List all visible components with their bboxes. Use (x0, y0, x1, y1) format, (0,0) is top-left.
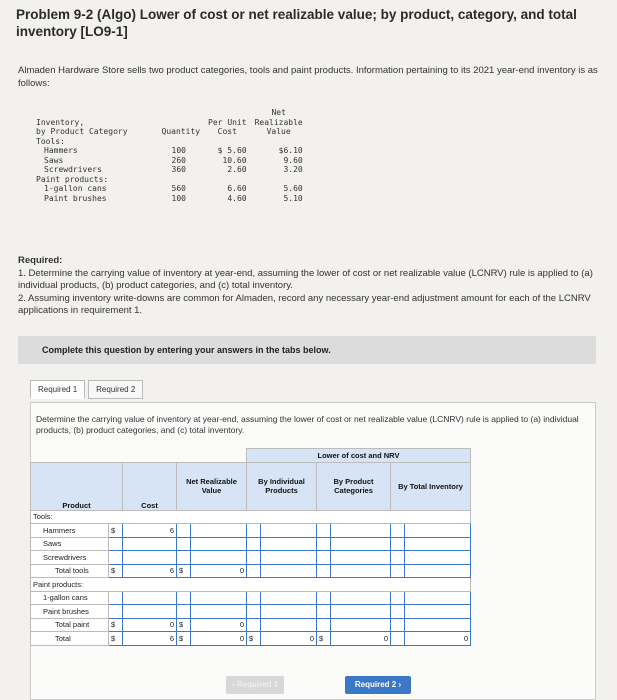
cost-input[interactable]: 6 (123, 524, 177, 538)
chevron-right-icon: › (396, 680, 402, 689)
cost-header: Cost (123, 462, 177, 510)
table-row (31, 524, 471, 538)
nrv-input[interactable] (191, 524, 247, 538)
cost-input[interactable] (123, 551, 177, 565)
row-label: Hammers (31, 524, 109, 538)
nrv-input[interactable]: 0 (191, 618, 247, 632)
dollar-sign (247, 591, 261, 605)
individual-header: By Individual Products (247, 462, 317, 510)
dollar-sign (317, 524, 331, 538)
nrv-input[interactable] (191, 551, 247, 565)
row-label: Paint brushes (31, 605, 109, 619)
inventory-row: 1-gallon cans 560 6.60 5.60 (44, 184, 303, 193)
table-row (31, 510, 471, 524)
dollar-sign (391, 591, 405, 605)
table-row (31, 551, 471, 565)
ind-input[interactable] (261, 591, 317, 605)
tot-input[interactable] (405, 605, 471, 619)
dollar-sign (247, 605, 261, 619)
nrv-header-2: Realizable (254, 117, 303, 127)
dollar-sign (391, 524, 405, 538)
dollar-sign (109, 551, 123, 565)
problem-title: Problem 9-2 (Algo) Lower of cost or net realizable value; by product, category, and total inventory [LO9-1] (16, 7, 577, 39)
dollar-sign (177, 591, 191, 605)
table-row (31, 564, 471, 578)
dollar-sign: $ (109, 632, 123, 646)
nrv-input[interactable]: 0 (191, 564, 247, 578)
unit-cost-header-2: Cost (217, 127, 237, 136)
cost-input[interactable] (123, 605, 177, 619)
tab-required-1[interactable]: Required 1 (30, 380, 85, 399)
dollar-sign (391, 618, 405, 632)
group-header: Lower of cost and NRV (247, 449, 471, 463)
prev-button[interactable]: ‹ Required 1 (226, 676, 284, 694)
nrv-input[interactable] (191, 591, 247, 605)
tot-input[interactable]: 0 (405, 632, 471, 646)
tab-required-2[interactable]: Required 2 (88, 380, 143, 399)
dollar-sign (391, 551, 405, 565)
ind-input[interactable] (261, 524, 317, 538)
dollar-sign (247, 564, 261, 578)
dollar-sign: $ (109, 524, 123, 538)
tools-label: Tools: (36, 136, 65, 146)
ind-input[interactable] (261, 537, 317, 551)
required-item-2: 2. Assuming inventory write-downs are common for Almaden, record any necessary year-end adjustment amount for each of the LCNRV applications in requirement 1. (18, 292, 591, 316)
inventory-row: Paint brushes 100 4.60 5.10 (44, 193, 303, 203)
ind-input[interactable] (261, 564, 317, 578)
dollar-sign (391, 537, 405, 551)
dollar-sign (177, 537, 191, 551)
dollar-sign (247, 551, 261, 565)
section-label: Paint products: (31, 578, 471, 592)
problem-intro: Almaden Hardware Store sells two product categories, tools and paint products. Information pertaining to its 2021 year-end inventory is as follows: (18, 65, 598, 89)
table-row (31, 618, 471, 632)
table-row (31, 578, 471, 592)
ind-input[interactable] (261, 605, 317, 619)
required-section (18, 255, 598, 318)
cat-input[interactable] (331, 618, 391, 632)
nrv-header-3: Value (266, 127, 291, 136)
row-label: Total tools (31, 564, 109, 578)
inventory-row: Hammers 100 $ 5.60 $6.10 (44, 146, 303, 155)
cat-input[interactable] (331, 524, 391, 538)
requirement-tabs (30, 380, 146, 399)
dollar-sign: $ (177, 564, 191, 578)
cat-input[interactable] (331, 537, 391, 551)
dollar-sign: $ (247, 632, 261, 646)
required-item-1: 1. Determine the carrying value of inventory at year-end, assuming the lower of cost or net realizable value (LCNRV) rule is applied to (a) individual products, (b) product categories, and (c) total inventory. (18, 267, 593, 291)
inventory-row: Saws 260 10.60 9.60 (44, 155, 303, 165)
cost-input[interactable] (123, 537, 177, 551)
cat-input[interactable] (331, 551, 391, 565)
table-row (31, 537, 471, 551)
dollar-sign: $ (109, 618, 123, 632)
inventory-row: Screwdrivers 360 2.60 3.20 (44, 165, 303, 174)
tot-input[interactable] (405, 591, 471, 605)
dollar-sign (177, 524, 191, 538)
dollar-sign (247, 618, 261, 632)
dollar-sign (317, 605, 331, 619)
ind-input[interactable]: 0 (261, 632, 317, 646)
nrv-header: Net Realizable Value (177, 462, 247, 510)
cost-input[interactable]: 0 (123, 618, 177, 632)
tot-input[interactable] (405, 537, 471, 551)
nrv-input[interactable] (191, 605, 247, 619)
cat-input[interactable] (331, 605, 391, 619)
quantity-header: Quantity (161, 127, 201, 136)
table-row (31, 605, 471, 619)
product-header: Product (31, 462, 123, 510)
table-row (31, 591, 471, 605)
dollar-sign: $ (177, 632, 191, 646)
nrv-header-1: Net (271, 108, 286, 117)
dollar-sign (391, 564, 405, 578)
instructions-banner: Complete this question by entering your answers in the tabs below. (18, 336, 596, 364)
ind-input[interactable] (261, 551, 317, 565)
dollar-sign (109, 605, 123, 619)
section-label: Tools: (31, 510, 471, 524)
unit-cost-header-1: Per Unit (208, 117, 247, 127)
category-header: By Product Categories (317, 462, 391, 510)
category-header-2: by Product Category (36, 127, 128, 136)
dollar-sign: $ (109, 564, 123, 578)
cost-input[interactable] (123, 591, 177, 605)
tot-input[interactable] (405, 564, 471, 578)
dollar-sign (177, 551, 191, 565)
category-header-1: Inventory, (36, 117, 85, 127)
dollar-sign (317, 591, 331, 605)
cat-input[interactable] (331, 591, 391, 605)
tot-input[interactable] (405, 551, 471, 565)
dollar-sign (391, 605, 405, 619)
inventory-table (32, 108, 307, 203)
dollar-sign (109, 591, 123, 605)
ind-input[interactable] (261, 618, 317, 632)
cat-input[interactable] (331, 564, 391, 578)
dollar-sign (177, 605, 191, 619)
required-heading: Required: (18, 255, 63, 266)
dollar-sign (247, 537, 261, 551)
table-row (31, 632, 471, 646)
nrv-input[interactable]: 0 (191, 632, 247, 646)
dollar-sign (317, 551, 331, 565)
row-label: 1-gallon cans (31, 591, 109, 605)
row-label: Total paint (31, 618, 109, 632)
cat-input[interactable]: 0 (331, 632, 391, 646)
answer-table (30, 448, 471, 646)
cost-input[interactable]: 6 (123, 564, 177, 578)
dollar-sign: $ (317, 632, 331, 646)
dollar-sign (317, 618, 331, 632)
chevron-left-icon: ‹ (231, 680, 237, 689)
dollar-sign (391, 632, 405, 646)
total-header: By Total Inventory (391, 462, 471, 510)
dollar-sign (317, 564, 331, 578)
dollar-sign (109, 537, 123, 551)
tot-input[interactable] (405, 524, 471, 538)
row-label: Screwdrivers (31, 551, 109, 565)
row-label: Total (31, 632, 109, 646)
cost-input[interactable]: 6 (123, 632, 177, 646)
panel-description: Determine the carrying value of inventory at year-end, assuming the lower of cost or net realizable value (LCNRV) rule is applied to (a) individual products, (b) product categories, and (c) total inventory. (36, 414, 579, 435)
row-label: Saws (31, 537, 109, 551)
tot-input[interactable] (405, 618, 471, 632)
dollar-sign (317, 537, 331, 551)
nrv-input[interactable] (191, 537, 247, 551)
dollar-sign (247, 524, 261, 538)
next-button[interactable]: Required 2 › (345, 676, 411, 694)
paint-label: Paint products: (36, 174, 109, 184)
dollar-sign: $ (177, 618, 191, 632)
